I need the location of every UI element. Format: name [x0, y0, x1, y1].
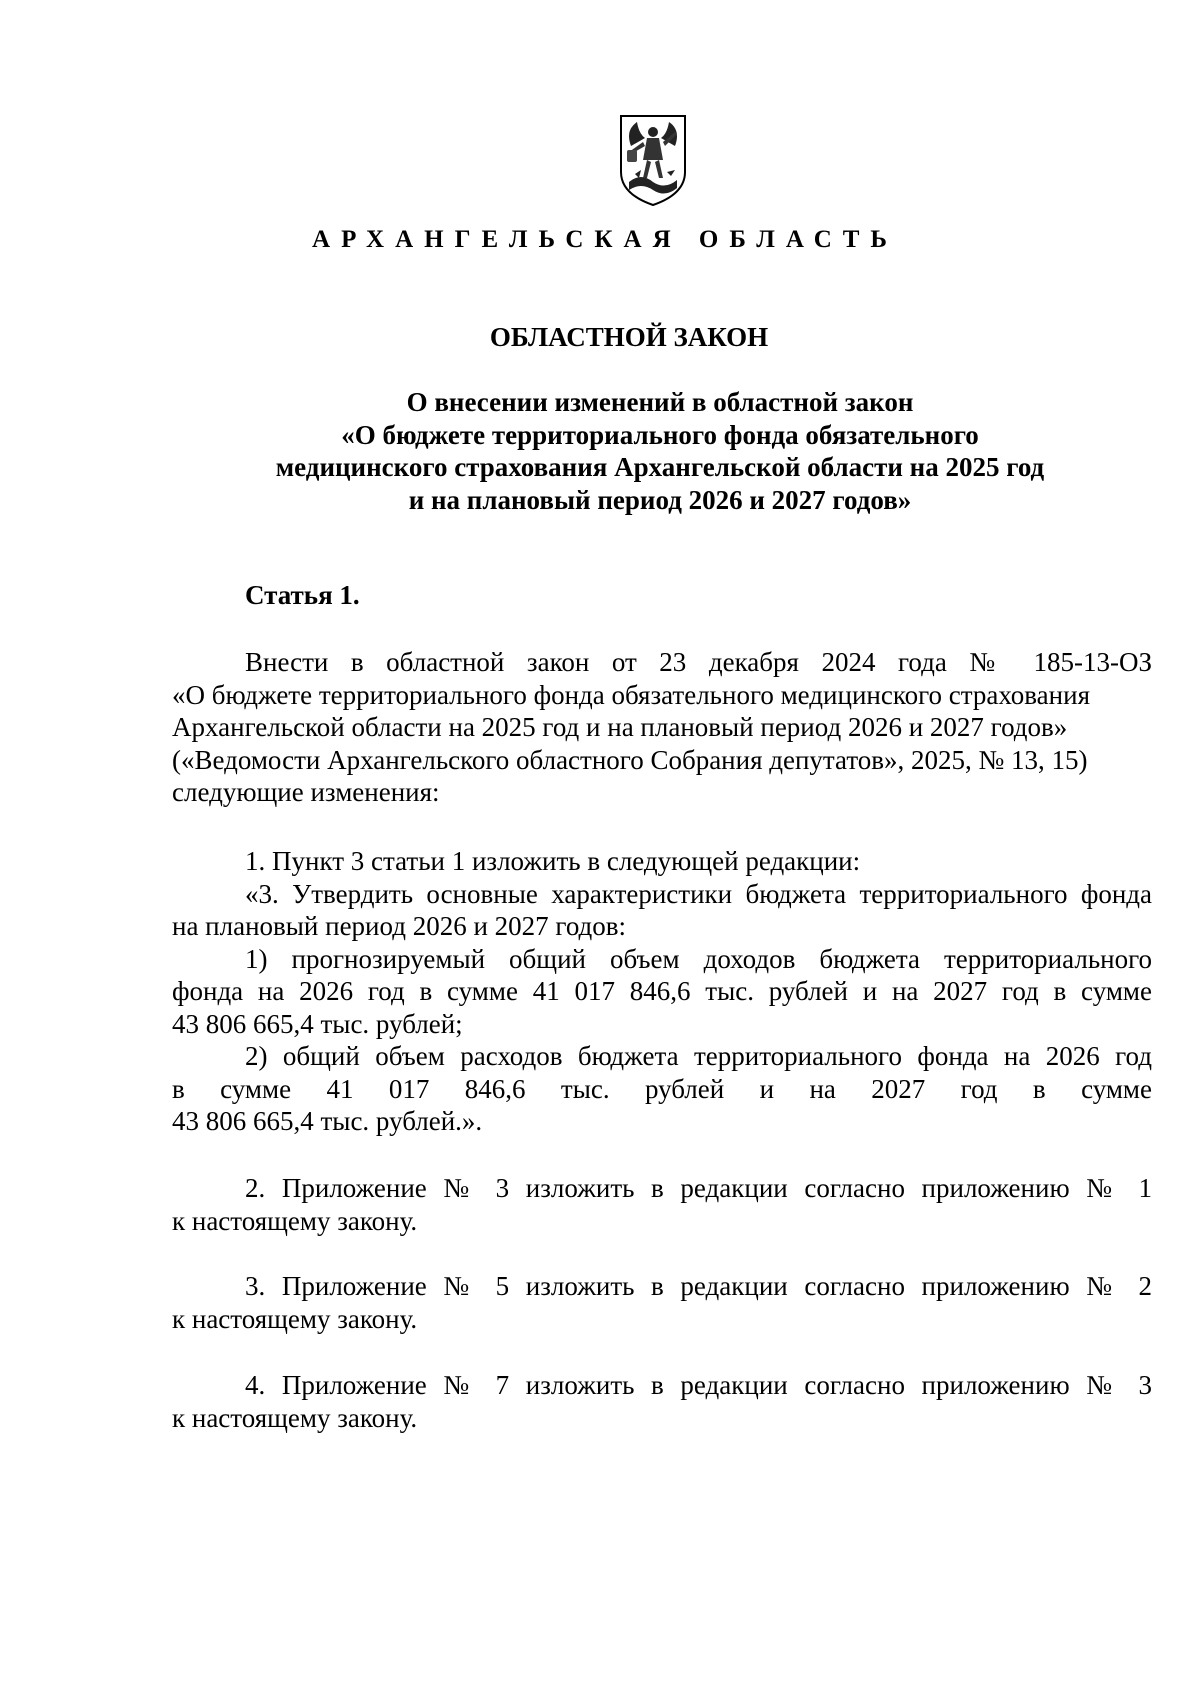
- document-type: ОБЛАСТНОЙ ЗАКОН: [489, 322, 769, 352]
- paragraph-line: к настоящему закону.: [172, 1303, 418, 1334]
- article-heading: Статья 1.: [245, 580, 360, 610]
- paragraph-line: 1. Пункт 3 статьи 1 изложить в следующей редакции:: [245, 846, 861, 876]
- paragraph-line: 3. Приложение № 5 изложить в редакции согласно приложению № 2: [245, 1271, 1152, 1301]
- item-1: [172, 845, 1152, 1138]
- document-title: [180, 386, 1140, 516]
- paragraph-line: «3. Утвердить основные характеристики бюджета территориального фонда: [245, 878, 1152, 909]
- item-4: [172, 1369, 1152, 1434]
- paragraph-line: 4. Приложение № 7 изложить в редакции согласно приложению № 3: [245, 1370, 1152, 1400]
- paragraph-line: 43 806 665,4 тыс. рублей.».: [172, 1106, 483, 1136]
- title-line: и на плановый период 2026 и 2027 годов»: [408, 484, 912, 515]
- paragraph-line: к настоящему закону.: [172, 1205, 418, 1236]
- item-3: [172, 1270, 1152, 1335]
- title-line: «О бюджете территориального фонда обязательного: [341, 419, 979, 450]
- title-line: медицинского страхования Архангельской области на 2025 год: [275, 452, 1045, 482]
- intro-paragraph: [172, 646, 1152, 809]
- paragraph-line: 2. Приложение № 3 изложить в редакции согласно приложению № 1: [245, 1173, 1152, 1203]
- paragraph-line: 43 806 665,4 тыс. рублей;: [172, 1008, 463, 1039]
- paragraph-line: следующие изменения:: [172, 777, 440, 807]
- paragraph-line: «О бюджете территориального фонда обязательного медицинского страхования: [172, 679, 1090, 710]
- region-name: АРХАНГЕЛЬСКАЯ ОБЛАСТЬ: [312, 226, 898, 253]
- paragraph-line: к настоящему закону.: [172, 1402, 418, 1433]
- title-line: О внесении изменений в областной закон: [406, 387, 914, 417]
- paragraph-line: фонда на 2026 год в сумме 41 017 846,6 тыс. рублей и на 2027 год в сумме: [172, 976, 1152, 1006]
- coat-of-arms-icon: [617, 112, 689, 208]
- item-2: [172, 1172, 1152, 1237]
- paragraph-line: 2) общий объем расходов бюджета территориального фонда на 2026 год: [245, 1041, 1152, 1071]
- paragraph-line: в сумме 41 017 846,6 тыс. рублей и на 2027 год в сумме: [172, 1073, 1152, 1104]
- paragraph-line: 1) прогнозируемый общий объем доходов бюджета территориального: [245, 943, 1152, 974]
- paragraph-line: («Ведомости Архангельского областного Собрания депутатов», 2025, № 13, 15): [172, 744, 1088, 775]
- paragraph-line: Внести в областной закон от 23 декабря 2024 года № 185-13-ОЗ: [245, 647, 1152, 677]
- paragraph-line: на плановый период 2026 и 2027 годов:: [172, 911, 627, 941]
- paragraph-line: Архангельской области на 2025 год и на плановый период 2026 и 2027 годов»: [172, 712, 1068, 742]
